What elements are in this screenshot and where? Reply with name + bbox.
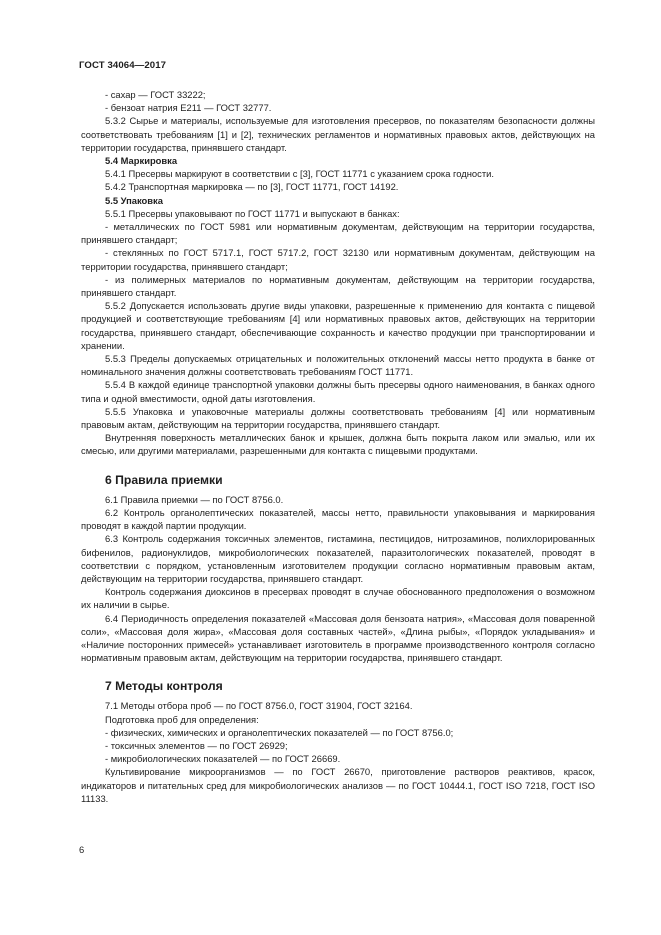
section-heading-5-5: 5.5 Упаковка (105, 194, 163, 206)
paragraph: 5.3.2 Сырье и материалы, используемые для изготовления пресервов, по показателям безопасности должны соответствовать требованиям [1] и [2], технических регламентов и нормативных правовых актов, действующих на территории государства, принявшего стандарт. (81, 115, 595, 153)
paragraph: 5.5.3 Пределы допускаемых отрицательных и положительных отклонений массы нетто продукта в банке от номинального значения должны соответствовать требованиям ГОСТ 11771. (81, 353, 595, 378)
list-item: - токсичных элементов — по ГОСТ 26929; (105, 739, 288, 751)
paragraph: 5.4.2 Транспортная маркировка — по [3], ГОСТ 11771, ГОСТ 14192. (105, 181, 399, 193)
paragraph: 6.3 Контроль содержания токсичных элементов, гистамина, пестицидов, нитрозаминов, полихлорированных бифенилов, радионуклидов, микробиологических показателей, паразитологических показателей, проводят в соответствии с порядком, установленным изготовителем продукции согласно нормативным правовым актам, действующим на территории государства, принявшего стандарт. (81, 533, 595, 584)
page-number: 6 (79, 844, 85, 855)
paragraph: 5.5.5 Упаковка и упаковочные материалы должны соответствовать требованиям [4] или нормативным правовым актам, действующим на территории государства, принявшего стандарт. (81, 405, 595, 431)
document-header-id: ГОСТ 34064—2017 (79, 60, 167, 71)
section-heading-6: 6 Правила приемки (105, 472, 223, 487)
paragraph: Подготовка проб для определения: (105, 713, 259, 725)
list-item: - бензоат натрия Е211 — ГОСТ 32777. (105, 102, 272, 114)
paragraph: Контроль содержания диоксинов в пресервах проводят в случае обоснованного предположения о возможном их наличии в сырье. (81, 586, 595, 611)
section-heading-7: 7 Методы контроля (105, 679, 223, 694)
paragraph: 5.5.2 Допускается использовать другие виды упаковки, разрешенные к применению для контакта с пищевой продукцией и соответствующие требованиям [4] или нормативных правовых актов, действующих на территории государства, принявшего стандарт, обеспечивающие сохранность и качество продукции при транспортировании и хранении. (81, 300, 595, 351)
list-item: - из полимерных материалов по нормативным документам, действующим на территории государства, принявшего стандарт. (81, 273, 595, 299)
paragraph: 6.2 Контроль органолептических показателей, массы нетто, правильности упаковывания и маркирования проводят в каждой партии продукции. (81, 506, 595, 532)
list-item: - стеклянных по ГОСТ 5717.1, ГОСТ 5717.2, ГОСТ 32130 или нормативным документам, действующим на территории государства, принявшего стандарт; (81, 247, 595, 272)
paragraph: 6.1 Правила приемки — по ГОСТ 8756.0. (105, 493, 284, 505)
section-heading-5-4: 5.4 Маркировка (105, 155, 178, 167)
paragraph: Культивирование микроорганизмов — по ГОСТ 26670, приготовление растворов реактивов, красок, индикаторов и питательных сред для микробиологических анализов — по ГОСТ 10444.1, ГОСТ ISO 7218, ГОСТ ISO 11133. (81, 766, 595, 804)
paragraph: 5.5.4 В каждой единице транспортной упаковки должны быть пресервы одного наименования, в банках одного типа и одной вместимости, одной даты изготовления. (81, 379, 595, 404)
paragraph: 5.5.1 Пресервы упаковывают по ГОСТ 11771 и выпускают в банках: (105, 207, 400, 219)
paragraph: 6.4 Периодичность определения показателей «Массовая доля бензоата натрия», «Массовая доля поваренной соли», «Массовая доля жира», «Массовая доля составных частей», «Длина рыбы», «Порядок укладывания» и «Наличие посторонних примесей» устанавливает изготовитель в программе производственного контроля согласно нормативным правовым актам, действующим на территории государства, принявшего стандарт. (81, 612, 595, 664)
paragraph: 7.1 Методы отбора проб — по ГОСТ 8756.0, ГОСТ 31904, ГОСТ 32164. (105, 700, 413, 712)
list-item: - физических, химических и органолептических показателей — по ГОСТ 8756.0; (105, 726, 454, 738)
paragraph: Внутренняя поверхность металлических банок и крышек, должна быть покрыта лаком или эмалью, или их смесью, или другими материалами, разрешенными для контакта с пищевыми продуктами. (81, 432, 595, 457)
list-item: - металлических по ГОСТ 5981 или нормативным документам, действующим на территории государства, принявшего стандарт; (81, 221, 595, 246)
paragraph: 5.4.1 Пресервы маркируют в соответствии с [3], ГОСТ 11771 с указанием срока годности. (105, 168, 494, 180)
list-item: - сахар — ГОСТ 33222; (105, 89, 206, 100)
document-body (81, 88, 595, 805)
list-item: - микробиологических показателей — по ГОСТ 26669. (105, 753, 341, 765)
